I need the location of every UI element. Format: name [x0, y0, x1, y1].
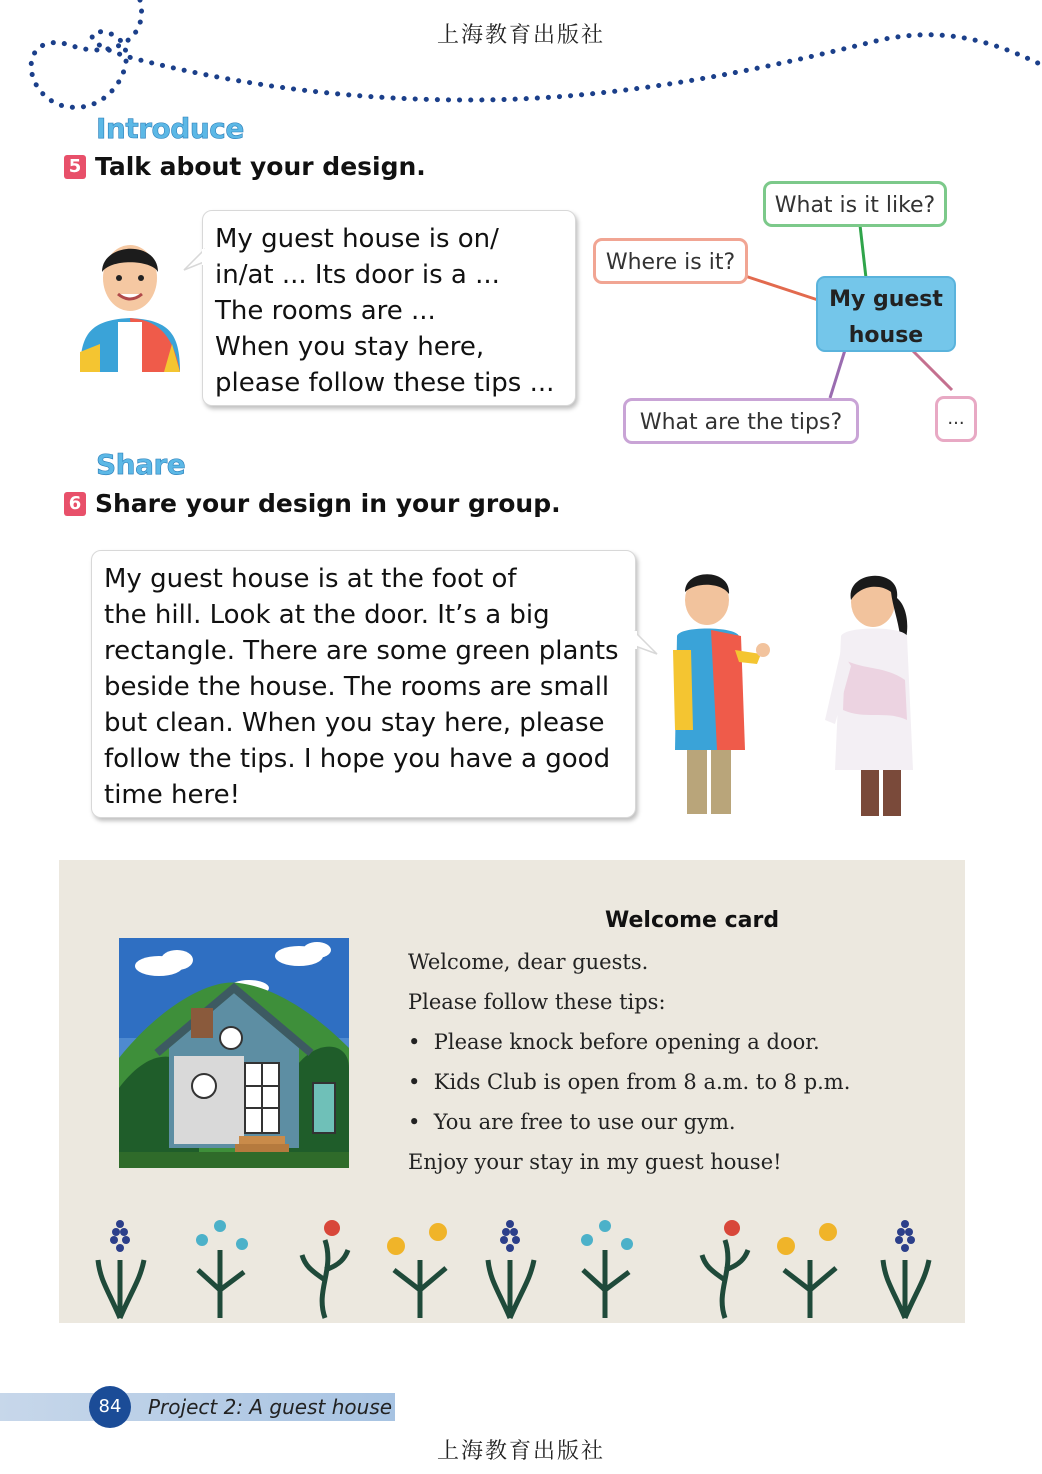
bubble-tail	[182, 248, 206, 278]
introduce-heading: Introduce	[96, 112, 244, 145]
welcome-card-closing: Enjoy your stay in my guest house!	[408, 1150, 782, 1174]
welcome-card-tip-text: Kids Club is open from 8 a.m. to 8 p.m.	[433, 1070, 851, 1094]
boy-avatar	[72, 232, 188, 372]
mind-map-node-where: Where is it?	[593, 238, 748, 284]
bubble-line: but clean. When you stay here, please	[104, 708, 605, 738]
task-5	[64, 152, 426, 181]
task-5-text: Talk about your design.	[95, 152, 426, 181]
guest-house-picture	[119, 938, 349, 1168]
bubble-line: time here!	[104, 780, 241, 810]
bubble-line: please follow these tips ...	[215, 368, 555, 398]
footer-project-title: Project 2: A guest house	[148, 1395, 393, 1419]
task-6	[64, 489, 561, 518]
welcome-card-tip: • You are free to use our gym.	[408, 1110, 736, 1134]
bubble-line: My guest house is at the foot of	[104, 564, 517, 594]
bubble-line: rectangle. There are some green plants	[104, 636, 619, 666]
mind-map-node-tips: What are the tips?	[623, 398, 859, 444]
bubble-line: When you stay here,	[215, 332, 485, 362]
introduce-speech-bubble	[202, 210, 576, 406]
mind-map-center-node	[816, 276, 956, 352]
mind-map-center-line: house	[848, 323, 924, 348]
welcome-card-intro: Please follow these tips:	[408, 990, 666, 1014]
welcome-card-tip-text: Please knock before opening a door.	[433, 1030, 820, 1054]
welcome-card-title: Welcome card	[605, 908, 780, 933]
mind-map-node-more: ...	[935, 396, 977, 442]
welcome-card-tip: • Kids Club is open from 8 a.m. to 8 p.m.	[408, 1070, 851, 1094]
welcome-card-tip: • Please knock before opening a door.	[408, 1030, 820, 1054]
share-speech-bubble	[91, 550, 636, 818]
children-illustration	[665, 570, 925, 820]
publisher-header: 上海教育出版社	[436, 23, 605, 48]
bubble-line: in/at ... Its door is a ...	[215, 260, 500, 290]
bubble-tail	[633, 630, 659, 662]
task-5-number: 5	[64, 155, 86, 179]
bubble-line: beside the house. The rooms are small	[104, 672, 610, 702]
publisher-footer: 上海教育出版社	[436, 1439, 605, 1464]
task-6-number: 6	[64, 492, 86, 516]
welcome-card-greeting: Welcome, dear guests.	[408, 950, 649, 974]
bubble-line: The rooms are ...	[215, 296, 436, 326]
bubble-line: My guest house is on/	[215, 224, 499, 254]
bubble-line: the hill. Look at the door. It’s a big	[104, 600, 550, 630]
bubble-line: follow the tips. I hope you have a good	[104, 744, 611, 774]
mind-map-node-like: What is it like?	[763, 181, 947, 227]
mind-map-center-line: My guest	[829, 287, 943, 312]
share-heading: Share	[96, 448, 186, 481]
flower-border-decoration	[90, 1210, 940, 1320]
task-6-text: Share your design in your group.	[95, 489, 561, 518]
welcome-card-tip-text: You are free to use our gym.	[433, 1110, 736, 1134]
page-number: 84	[89, 1386, 131, 1428]
